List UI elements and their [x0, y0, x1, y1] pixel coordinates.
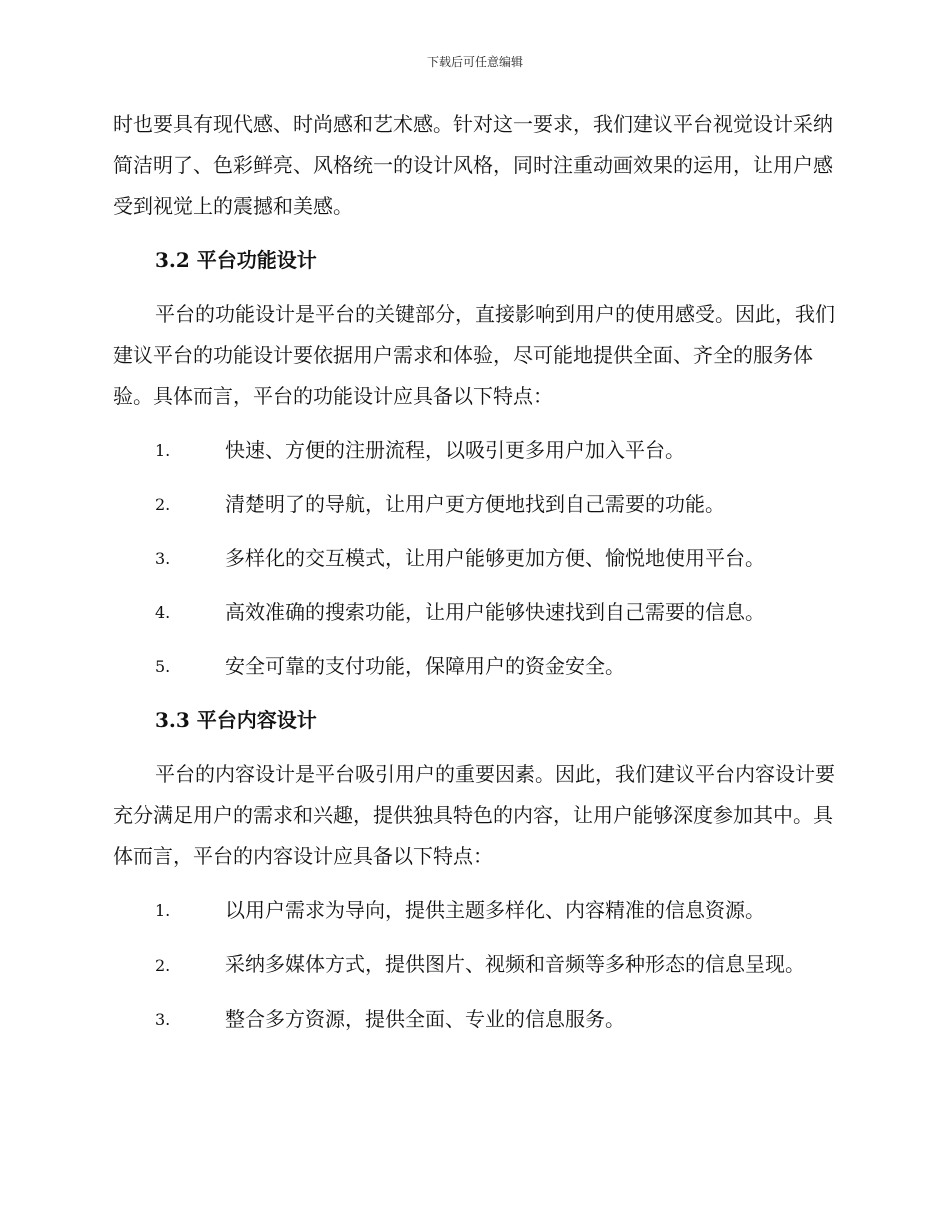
list-number: 1. [155, 441, 171, 460]
page-header: 下载后可任意编辑 [426, 55, 523, 69]
list-item [113, 890, 837, 931]
list-text: 多样化的交互模式，让用户能够更加方便、愉悦地使用平台。 [225, 546, 765, 570]
list-number: 4. [155, 603, 171, 622]
list-number: 2. [155, 956, 171, 975]
list-number: 1. [155, 901, 171, 920]
list-number: 3. [155, 549, 171, 568]
section-heading-3-2: 3.2 平台功能设计 [155, 248, 317, 272]
list-item [113, 538, 837, 579]
list-number: 2. [155, 495, 171, 514]
list-text: 采纳多媒体方式，提供图片、视频和音频等多种形态的信息呈现。 [225, 952, 805, 976]
paragraph-continuation: 时也要具有现代感、时尚感和艺术感。针对这一要求，我们建议平台视觉设计采纳简洁明了、色彩鲜亮、风格统一的设计风格，同时注重动画效果的运用，让用户感受到视觉上的震撼和美感。 [113, 112, 833, 218]
list-number: 5. [155, 657, 171, 676]
list-item [113, 484, 837, 525]
paragraph-content-intro: 平台的内容设计是平台吸引用户的重要因素。因此，我们建议平台内容设计要充分满足用户的需求和兴趣，提供独具特色的内容，让用户能够深度参加其中。具体而言，平台的内容设计应具备以下特点： [113, 762, 835, 868]
list-text: 安全可靠的支付功能，保障用户的资金安全。 [225, 654, 625, 678]
list-text: 以用户需求为导向，提供主题多样化、内容精准的信息资源。 [225, 898, 765, 922]
list-text: 清楚明了的导航，让用户更方便地找到自己需要的功能。 [225, 492, 725, 516]
paragraph-function-intro: 平台的功能设计是平台的关键部分，直接影响到用户的使用感受。因此，我们建议平台的功能设计要依据用户需求和体验，尽可能地提供全面、齐全的服务体验。具体而言，平台的功能设计应具备以下特点： [113, 302, 835, 408]
list-text: 高效准确的搜索功能，让用户能够快速找到自己需要的信息。 [225, 600, 765, 624]
document-body [113, 104, 837, 1053]
list-text: 整合多方资源，提供全面、专业的信息服务。 [225, 1007, 625, 1031]
list-item [113, 592, 837, 633]
list-item [113, 430, 837, 471]
list-item [113, 944, 837, 986]
list-item [113, 999, 837, 1040]
list-item [113, 646, 837, 687]
list-number: 3. [155, 1010, 171, 1029]
section-heading-3-3: 3.3 平台内容设计 [155, 708, 317, 732]
list-text: 快速、方便的注册流程，以吸引更多用户加入平台。 [225, 438, 685, 462]
